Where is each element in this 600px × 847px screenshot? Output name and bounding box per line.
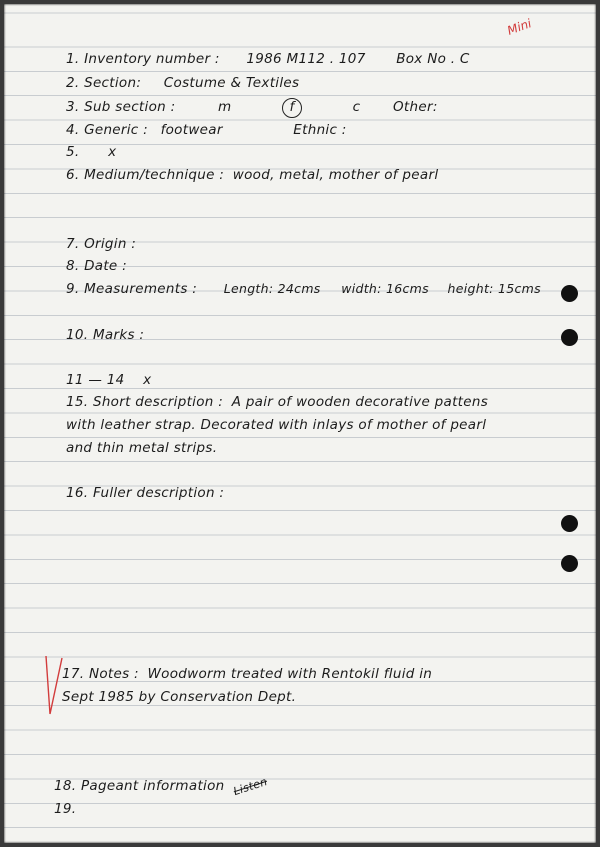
box-number: Box No . C	[396, 51, 470, 67]
punch-hole-3	[561, 515, 578, 532]
notes-line-1: Woodworm treated with Rentokil fluid in	[147, 666, 433, 682]
punch-hole-4	[561, 555, 578, 572]
punch-hole-1	[561, 285, 578, 302]
field-3	[66, 98, 438, 118]
field-label: 2. Section:	[66, 75, 142, 91]
height-value: height: 15cms	[447, 281, 541, 296]
field-value: x	[108, 144, 117, 160]
description-line-1: A pair of wooden decorative pattens	[231, 394, 489, 410]
field-5	[66, 144, 116, 160]
field-9	[66, 281, 541, 297]
field-2	[66, 75, 299, 91]
field-label: 4. Generic :	[66, 122, 148, 138]
field-6	[66, 167, 438, 183]
field-value: Costume & Textiles	[163, 75, 300, 91]
field-17-cont	[62, 689, 296, 705]
length-value: Length: 24cms	[223, 281, 321, 296]
field-label: 16. Fuller description :	[66, 485, 225, 501]
field-7	[66, 236, 136, 252]
field-10	[66, 327, 144, 343]
field-label: 19.	[54, 801, 77, 817]
field-4	[66, 122, 347, 138]
field-label: 6. Medium/technique :	[66, 167, 225, 183]
field-17	[62, 666, 432, 682]
field-label: 18. Pageant information	[54, 778, 225, 794]
field-label: 5.	[66, 144, 80, 160]
field-value: x	[143, 372, 152, 388]
field-label: 11 — 14	[66, 372, 125, 388]
inventory-record-page	[4, 4, 596, 843]
struck-text: Listen	[231, 774, 270, 799]
field-label: 15. Short description :	[66, 394, 224, 410]
punch-hole-2	[561, 329, 578, 346]
field-value: footwear	[160, 122, 223, 138]
ethnic-label: Ethnic :	[293, 122, 347, 138]
field-label: 8. Date :	[66, 258, 127, 274]
field-1	[66, 51, 470, 67]
field-16	[66, 485, 224, 501]
field-value: wood, metal, mother of pearl	[232, 167, 439, 183]
field-11-14	[66, 372, 151, 388]
field-19	[54, 801, 76, 817]
description-line-3: and thin metal strips.	[66, 440, 218, 456]
description-line-2: with leather strap. Decorated with inlays of mother of pearl	[66, 417, 487, 433]
width-value: width: 16cms	[341, 281, 429, 296]
field-8	[66, 258, 127, 274]
field-label: 9. Measurements :	[66, 281, 198, 297]
field-label: 17. Notes :	[62, 666, 139, 682]
option-c: c	[352, 99, 361, 115]
red-annotation: Mini	[505, 16, 534, 38]
notes-line-2: Sept 1985 by Conservation Dept.	[62, 689, 297, 705]
field-15-cont-2	[66, 440, 217, 456]
red-margin-mark	[44, 654, 64, 718]
option-m: m	[218, 99, 232, 115]
option-f-circled: f	[282, 98, 302, 118]
option-other: Other:	[392, 99, 438, 115]
field-15	[66, 394, 488, 410]
field-value: 1986 M112 . 107	[246, 51, 366, 67]
field-label: 1. Inventory number :	[66, 51, 220, 67]
field-15-cont-1	[66, 417, 486, 433]
field-label: 3. Sub section :	[66, 99, 176, 115]
field-label: 7. Origin :	[66, 236, 137, 252]
field-label: 10. Marks :	[66, 327, 145, 343]
field-18	[54, 774, 270, 799]
